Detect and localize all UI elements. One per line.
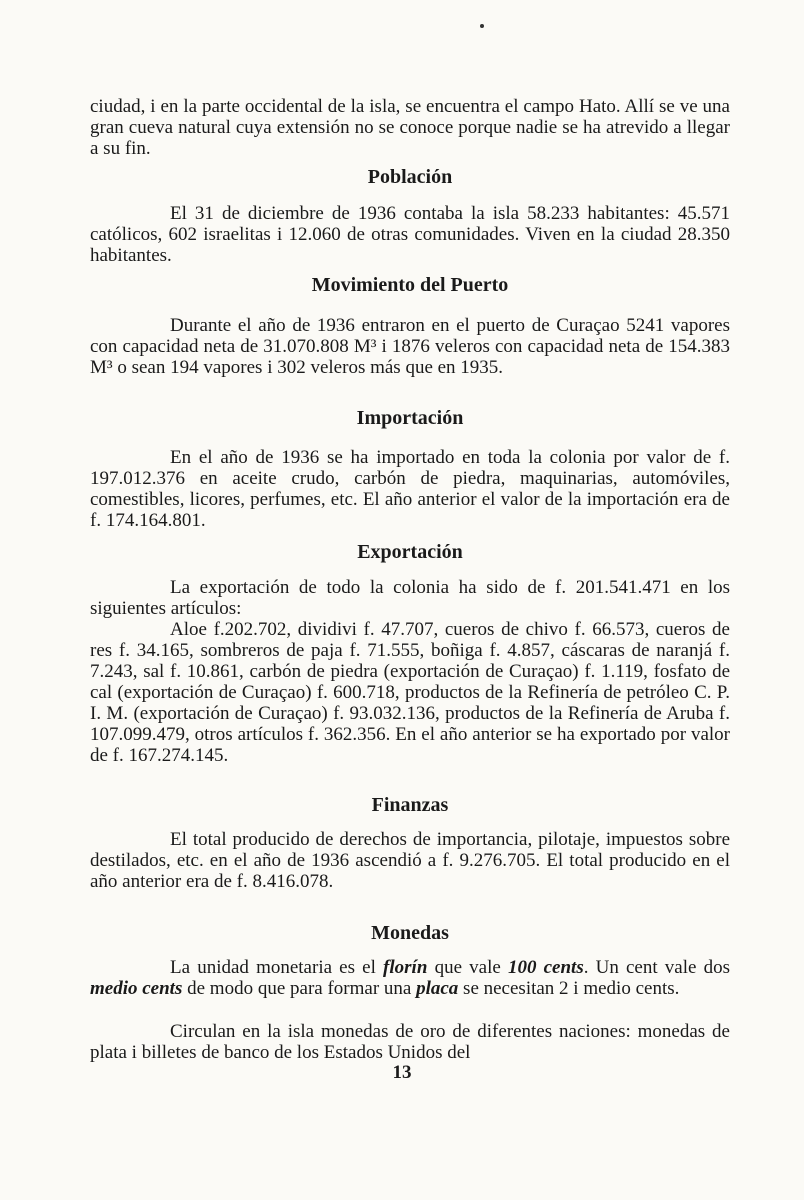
intro-paragraph: ciudad, i en la parte occidental de la isla, se encuentra el campo Hato. Allí se ve una gran cueva natural cuya extensión no se conoce porque nadie se ha atrevido a llegar a su fin. <box>90 96 730 159</box>
heading-monedas: Monedas <box>371 922 449 944</box>
speck <box>480 24 484 28</box>
heading-exportacion: Exportación <box>357 541 463 563</box>
medio-cents-term: medio cents <box>90 978 183 999</box>
heading-importacion: Importación <box>356 407 464 429</box>
importacion-paragraph: En el año de 1936 se ha importado en toda la colonia por valor de f. 197.012.376 en aceite crudo, carbón de piedra, maquinarias, automóviles, comestibles, licores, perfumes, etc. El año anterior el valor de la importación era de f. 174.164.801. <box>90 447 730 531</box>
monedas-paragraph-2: Circulan en la isla monedas de oro de diferentes naciones: monedas de plata i billetes de banco de los Estados Unidos del <box>90 1021 730 1063</box>
heading-movimiento: Movimiento del Puerto <box>311 274 509 296</box>
florin-term: florín <box>383 957 428 978</box>
monedas-paragraph-1 <box>90 957 730 999</box>
poblacion-paragraph: El 31 de diciembre de 1936 contaba la isla 58.233 habitantes: 45.571 católicos, 602 israelitas i 12.060 de otras comunidades. Viven en la ciudad 28.350 habitantes. <box>90 203 730 266</box>
monedas-text-d: de modo que para formar una <box>182 978 417 999</box>
heading-finanzas: Finanzas <box>371 794 449 816</box>
finanzas-paragraph: El total producido de derechos de importancia, pilotaje, impuestos sobre destilados, etc. en el año de 1936 ascendió a f. 9.276.705. El total producido en el año anterior era de f. 8.416.078. <box>90 829 730 892</box>
monedas-text-a: La unidad monetaria es el <box>170 957 384 978</box>
exportacion-paragraph-2: Aloe f.202.702, dividivi f. 47.707, cueros de chivo f. 66.573, cueros de res f. 34.165, sombreros de paja f. 71.555, boñiga f. 4.857, cáscaras de naranjá f. 7.243, sal f. 10.861, carbón de piedra (exportación de Curaçao) f. 1.119, fosfato de cal (exportación de Curaçao) f. 600.718, productos de la Refinería de petróleo C. P. I. M. (exportación de Curaçao) f. 93.032.136, productos de la Refinería de Aruba f. 107.099.479, otros artículos f. 362.356. En el año anterior se ha exportado por valor de f. 167.274.145. <box>90 619 730 766</box>
monedas-text-b: que vale <box>427 957 508 978</box>
exportacion-paragraph-1: La exportación de todo la colonia ha sido de f. 201.541.471 en los siguientes artículos: <box>90 577 730 619</box>
page-number: 13 <box>392 1062 412 1083</box>
monedas-text-e: se necesitan 2 i medio cents. <box>458 978 680 999</box>
monedas-text-c: . Un cent vale dos <box>583 957 730 978</box>
heading-poblacion: Población <box>367 166 453 188</box>
movimiento-paragraph: Durante el año de 1936 entraron en el puerto de Curaçao 5241 vapores con capacidad neta de 31.070.808 M³ i 1876 veleros con capacidad neta de 154.383 M³ o sean 194 vapores i 302 veleros más que en 1935. <box>90 315 730 378</box>
placa-term: placa <box>416 978 459 999</box>
cents-term: 100 cents <box>507 957 584 978</box>
